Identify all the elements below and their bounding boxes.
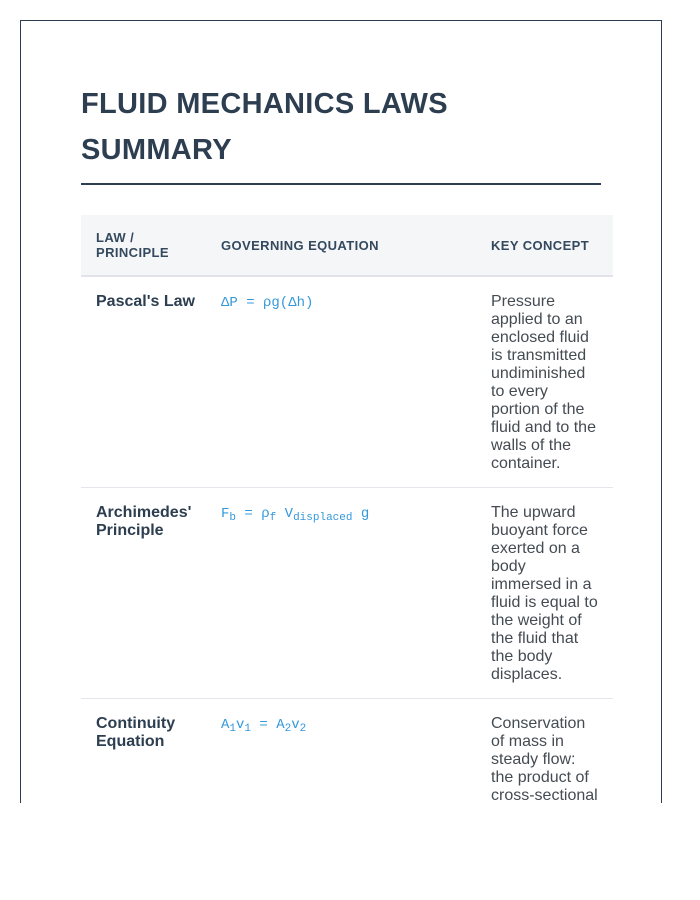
governing-equation: ΔP = ρg(Δh)	[206, 276, 476, 488]
eq-operator: =	[236, 506, 262, 522]
eq-subscript: 2	[284, 723, 292, 735]
header-row	[81, 215, 613, 276]
document-page	[20, 20, 662, 803]
header-equation: GOVERNING EQUATION	[206, 215, 476, 276]
eq-symbol: A	[276, 717, 285, 733]
eq-subscript: b	[229, 512, 237, 524]
table-row	[81, 276, 613, 488]
header-law: LAW / PRINCIPLE	[81, 215, 206, 276]
table-row	[81, 488, 613, 699]
governing-equation	[206, 699, 476, 804]
eq-subscript: displaced	[293, 512, 353, 524]
key-concept: Conservation of mass in steady flow: the product of cross-sectional	[476, 699, 613, 804]
title-divider	[81, 183, 601, 185]
eq-symbol: V	[284, 506, 294, 522]
eq-symbol: g	[352, 506, 370, 522]
law-name: Continuity Equation	[81, 699, 206, 804]
table-row	[81, 699, 613, 804]
eq-subscript: 1	[229, 723, 237, 735]
header-concept: KEY CONCEPT	[476, 215, 613, 276]
eq-space	[276, 506, 284, 522]
eq-subscript: f	[269, 512, 277, 524]
eq-symbol: F	[221, 506, 230, 522]
laws-table	[81, 215, 613, 803]
law-name: Archimedes' Principle	[81, 488, 206, 699]
law-name: Pascal's Law	[81, 276, 206, 488]
key-concept: The upward buoyant force exerted on a body immersed in a fluid is equal to the weight of the fluid that the body displaces.	[476, 488, 613, 699]
governing-equation	[206, 488, 476, 699]
eq-symbol: v	[236, 717, 245, 733]
eq-subscript: 1	[244, 723, 252, 735]
eq-symbol: ρ	[261, 506, 270, 522]
key-concept: Pressure applied to an enclosed fluid is transmitted undiminished to every portion of the fluid and to the walls of the container.	[476, 276, 613, 488]
document-title: FLUID MECHANICS LAWS SUMMARY	[81, 88, 448, 166]
table-body	[81, 276, 613, 803]
eq-symbol: A	[221, 717, 230, 733]
eq-symbol: v	[291, 717, 300, 733]
eq-operator: =	[251, 717, 277, 733]
table-header	[81, 215, 613, 276]
eq-subscript: 2	[299, 723, 307, 735]
